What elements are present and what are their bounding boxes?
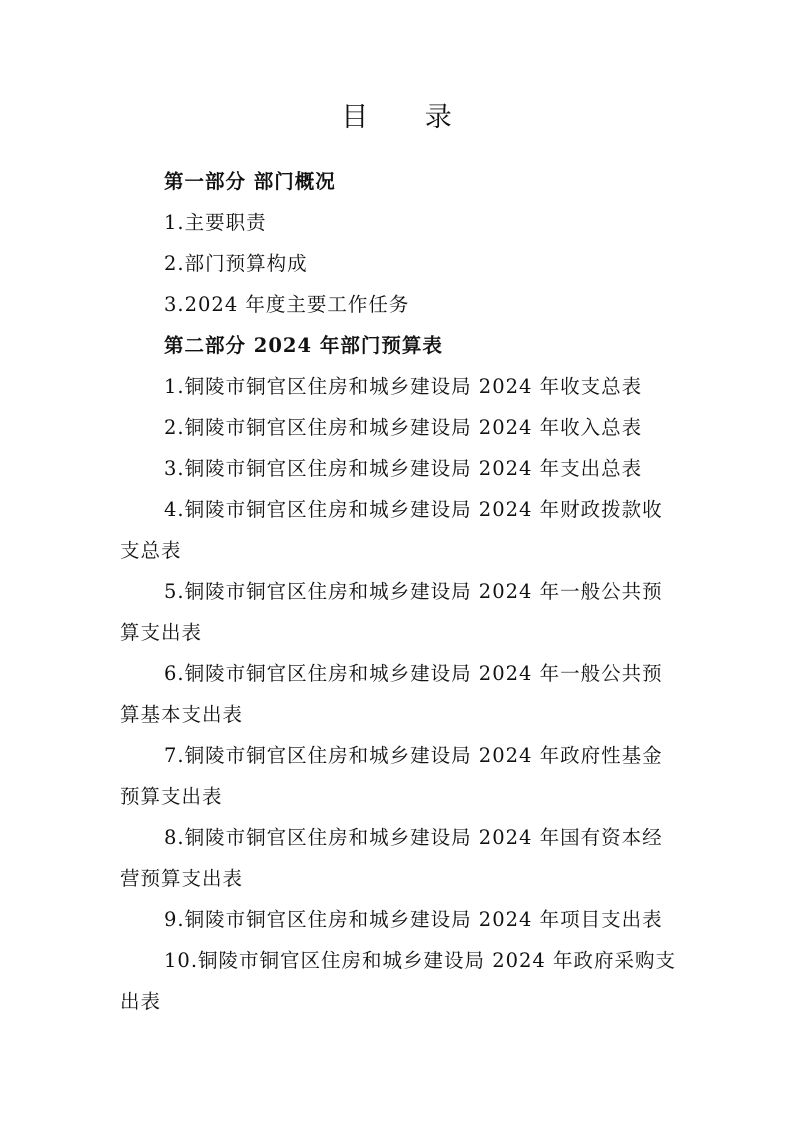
toc-entry: 1.主要职责	[164, 211, 267, 234]
toc-entry: 出表	[120, 990, 162, 1013]
toc-entry: 9.铜陵市铜官区住房和城乡建设局 2024 年项目支出表	[164, 908, 663, 931]
toc-entry: 3.铜陵市铜官区住房和城乡建设局 2024 年支出总表	[164, 457, 643, 480]
toc-entry: 7.铜陵市铜官区住房和城乡建设局 2024 年政府性基金	[164, 744, 663, 767]
toc-entry: 10.铜陵市铜官区住房和城乡建设局 2024 年政府采购支	[164, 949, 677, 972]
toc-entry: 2.铜陵市铜官区住房和城乡建设局 2024 年收入总表	[164, 416, 643, 439]
toc-entry: 支总表	[120, 539, 182, 562]
toc-entry: 2.部门预算构成	[164, 252, 308, 275]
toc-entry: 预算支出表	[120, 785, 223, 808]
toc-entry: 8.铜陵市铜官区住房和城乡建设局 2024 年国有资本经	[164, 826, 663, 849]
toc-section-heading: 第一部分 部门概况	[164, 170, 336, 193]
toc-entry: 6.铜陵市铜官区住房和城乡建设局 2024 年一般公共预	[164, 662, 663, 685]
page-title: 目 录	[341, 102, 476, 133]
table-of-contents	[120, 161, 676, 1022]
toc-entry: 1.铜陵市铜官区住房和城乡建设局 2024 年收支总表	[164, 375, 643, 398]
toc-entry: 3.2024 年度主要工作任务	[164, 293, 410, 316]
toc-entry: 算支出表	[120, 621, 203, 644]
toc-entry: 算基本支出表	[120, 703, 244, 726]
toc-entry: 营预算支出表	[120, 867, 244, 890]
toc-section-heading: 第二部分 2024 年部门预算表	[164, 334, 443, 357]
toc-entry: 5.铜陵市铜官区住房和城乡建设局 2024 年一般公共预	[164, 580, 663, 603]
toc-entry: 4.铜陵市铜官区住房和城乡建设局 2024 年财政拨款收	[164, 498, 663, 521]
